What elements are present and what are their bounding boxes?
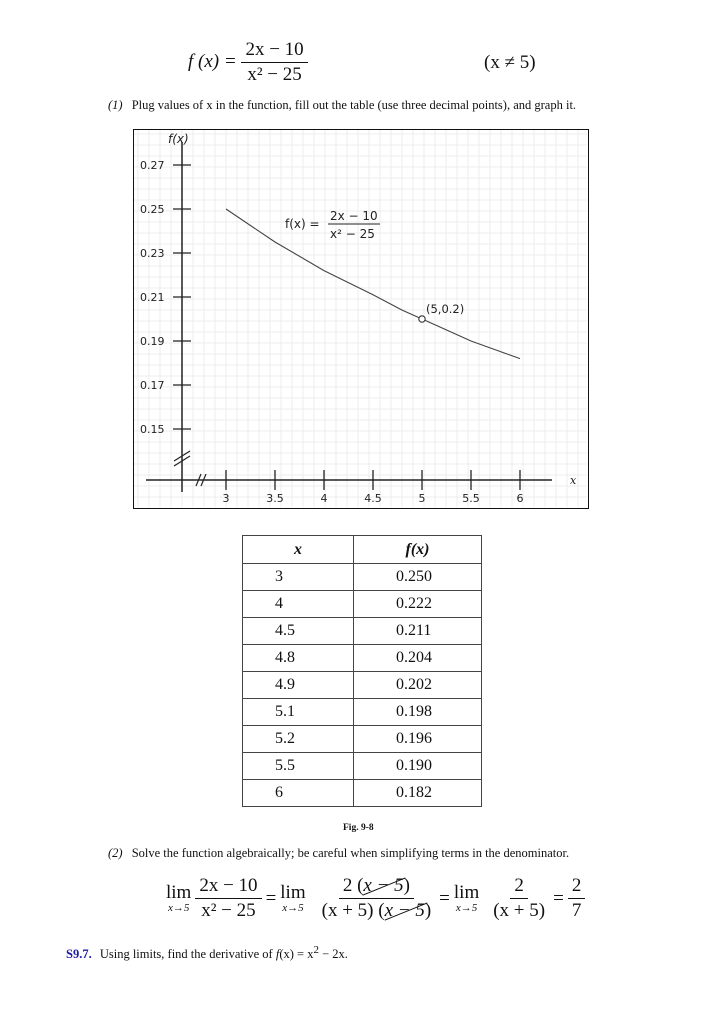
table-cell-x: 3 xyxy=(243,564,354,591)
table-cell-fx: 0.190 xyxy=(354,753,482,780)
exercise-text-d: 2 xyxy=(313,944,319,956)
y-tick-label: 0.19 xyxy=(140,335,165,348)
x-tick-label: 5 xyxy=(418,492,426,505)
table-cell-x: 5.1 xyxy=(243,699,354,726)
header-equation xyxy=(188,40,308,85)
y-tick-label: 0.23 xyxy=(140,247,165,260)
table-cell-fx: 0.204 xyxy=(354,645,482,672)
table-header-row xyxy=(243,536,482,564)
table-cell-x: 6 xyxy=(243,780,354,807)
cancelled-factor-numerator: x − 5 xyxy=(363,875,404,896)
exercise-text-a: Using limits, find the derivative of xyxy=(99,947,276,962)
table-cell-x: 4.9 xyxy=(243,672,354,699)
limit-operator-2: lim x→5 xyxy=(280,881,306,914)
curve-label-denominator: x² − 25 xyxy=(330,227,375,241)
exercise-s9-7 xyxy=(66,944,348,962)
table-header-fx: f(x) xyxy=(354,536,482,564)
equation-condition: (x ≠ 5) xyxy=(484,52,536,73)
table-cell-fx: 0.250 xyxy=(354,564,482,591)
exercise-label: S9.7. xyxy=(66,947,92,962)
y-axis-label: f(x) xyxy=(168,132,189,146)
table-cell-x: 4 xyxy=(243,591,354,618)
table-header-x: x xyxy=(243,536,354,564)
y-tick-label: 0.17 xyxy=(140,379,165,392)
part1-paragraph xyxy=(108,98,576,113)
curve-label: f(x) = xyxy=(285,217,320,231)
table-row xyxy=(243,753,482,780)
part1-text: Plug values of x in the function, fill out the table (use three decimal points), and graph it. xyxy=(131,98,577,112)
part2-text: Solve the function algebraically; be careful when simplifying terms in the denominator. xyxy=(131,846,570,860)
exercise-text-e: − 2x. xyxy=(318,947,348,962)
table-cell-x: 4.5 xyxy=(243,618,354,645)
exercise-text-b: f xyxy=(275,947,280,962)
limit-fraction-3: $\frac{2}{(x + 5)}$ xyxy=(493,875,546,921)
equation-lhs: f (x) = xyxy=(188,50,237,72)
x-tick-label: 4.5 xyxy=(364,492,382,505)
table-row xyxy=(243,780,482,807)
exercise-text-c: (x) = x xyxy=(279,947,314,962)
table-row xyxy=(243,591,482,618)
x-tick-label: 4 xyxy=(320,492,328,505)
table-row xyxy=(243,645,482,672)
cancelled-factor-denominator: x − 5 xyxy=(384,900,425,921)
y-tick-label: 0.27 xyxy=(140,159,165,172)
x-tick-label: 5.5 xyxy=(462,492,480,505)
x-axis-label: x xyxy=(570,474,577,487)
x-tick-label: 6 xyxy=(516,492,524,505)
table-cell-x: 4.8 xyxy=(243,645,354,672)
part2-number: (2) xyxy=(108,846,123,860)
table-row xyxy=(243,564,482,591)
table-cell-fx: 0.202 xyxy=(354,672,482,699)
curve-label-numerator: 2x − 10 xyxy=(330,209,378,223)
y-tick-label: 0.21 xyxy=(140,291,165,304)
table-cell-fx: 0.211 xyxy=(354,618,482,645)
equation-fraction xyxy=(241,40,307,85)
part1-number: (1) xyxy=(108,98,123,112)
part2-paragraph xyxy=(108,846,569,861)
limit-result: $\frac{2}{7}$ xyxy=(568,876,586,921)
table-cell-fx: 0.222 xyxy=(354,591,482,618)
table-row xyxy=(243,699,482,726)
limit-operator-3: lim x→5 xyxy=(453,881,480,914)
table-row xyxy=(243,672,482,699)
y-tick-label: 0.25 xyxy=(140,203,165,216)
table-cell-fx: 0.182 xyxy=(354,780,482,807)
graph-frame xyxy=(133,129,589,509)
table-cell-x: 5.2 xyxy=(243,726,354,753)
limit-equation: lim x→5 $\frac{2x - 10}{\text{x² − 25}}$ = lim x→5 $\frac{2 (x - 5)}{(x + 5) (x - 5)}$ = lim x→5 $\frac{2}{(x + 5)}$ = $\frac{2}{7}$ xyxy=(166,876,585,921)
x-tick-label: 3.5 xyxy=(266,492,284,505)
hole-point-label: (5,0.2) xyxy=(426,302,465,316)
values-table xyxy=(242,535,482,807)
limit-fraction-2: $\frac{2 (x - 5)}{(x + 5) (x - 5)}$ xyxy=(321,875,432,921)
function-graph xyxy=(134,130,587,507)
figure-caption: Fig. 9-8 xyxy=(343,823,374,833)
limit-fraction-1: $\frac{2x - 10}{\text{x² − 25}}$ xyxy=(195,876,261,921)
y-tick-label: 0.15 xyxy=(140,423,165,436)
table-cell-fx: 0.196 xyxy=(354,726,482,753)
table-cell-x: 5.5 xyxy=(243,753,354,780)
hole-point xyxy=(419,316,425,322)
equation-denominator: x² − 25 xyxy=(247,64,302,85)
table-row xyxy=(243,618,482,645)
limit-operator-1: lim x→5 xyxy=(166,881,192,914)
table-cell-fx: 0.198 xyxy=(354,699,482,726)
equation-numerator: 2x − 10 xyxy=(241,40,307,63)
x-tick-label: 3 xyxy=(222,492,230,505)
table-row xyxy=(243,726,482,753)
